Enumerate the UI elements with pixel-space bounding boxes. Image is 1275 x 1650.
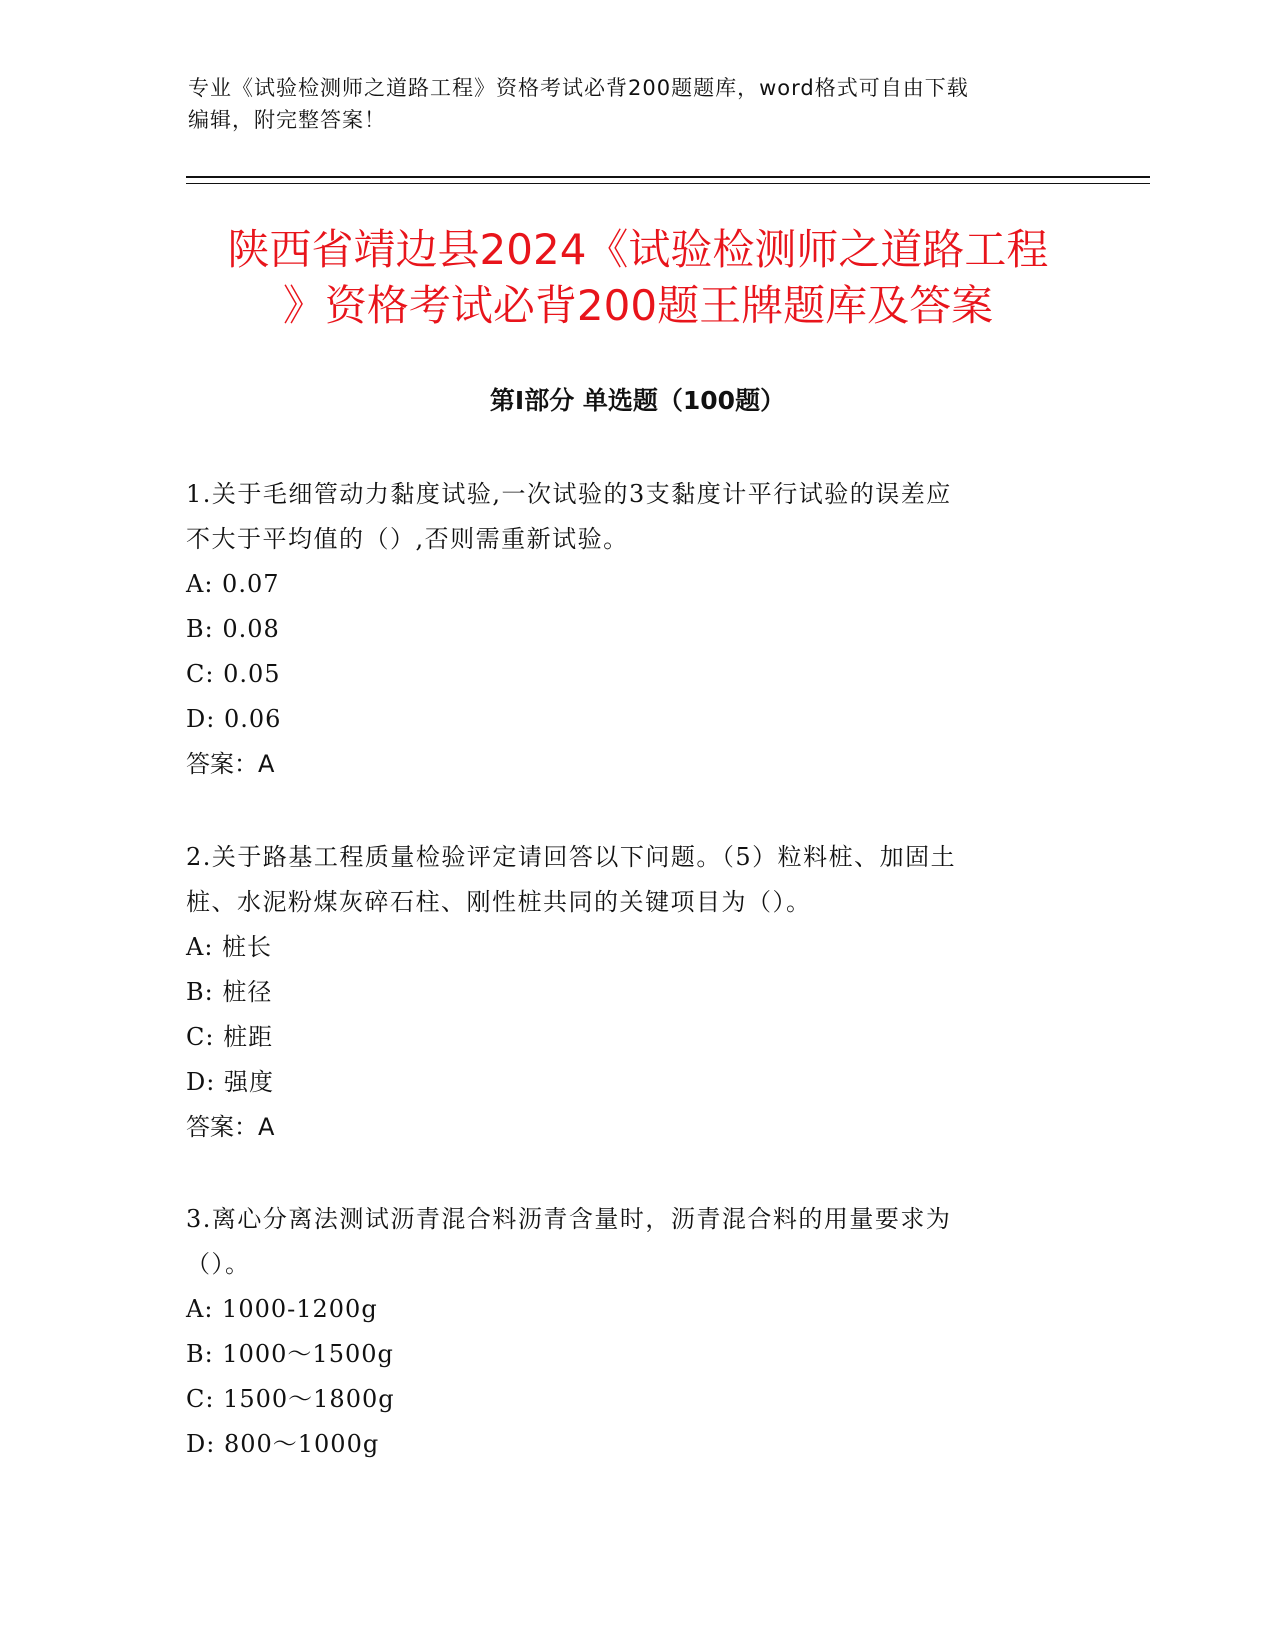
- question-text-line-2: 不大于平均值的（）,否则需重新试验。: [186, 525, 629, 553]
- option-a: A: 桩长: [186, 933, 273, 961]
- answer-label: 答案：A: [186, 1113, 275, 1141]
- option-d: D: 0.06: [186, 705, 282, 733]
- option-a: A: 0.07: [186, 570, 280, 598]
- header-note-line-1: 专业《试验检测师之道路工程》资格考试必背200题题库，word格式可自由下载: [188, 76, 969, 100]
- option-b: B: 1000～1500g: [186, 1340, 394, 1368]
- question-1: [186, 472, 1066, 787]
- option-c: C: 0.05: [186, 660, 281, 688]
- page-title-line-1: 陕西省靖边县2024《试验检测师之道路工程: [227, 225, 1049, 274]
- question-text-line-1: 2.关于路基工程质量检验评定请回答以下问题。（5）粒料桩、加固土: [186, 843, 957, 871]
- header-rule-thick: [186, 176, 1150, 178]
- question-text-line-1: 3.离心分离法测试沥青混合料沥青含量时，沥青混合料的用量要求为: [186, 1205, 952, 1233]
- page-title: [150, 222, 1126, 334]
- option-c: C: 1500～1800g: [186, 1385, 395, 1413]
- page-title-line-2: 》资格考试必背200题王牌题库及答案: [282, 281, 994, 330]
- option-d: D: 800～1000g: [186, 1430, 380, 1458]
- question-text-line-1: 1.关于毛细管动力黏度试验,一次试验的3支黏度计平行试验的误差应: [186, 480, 952, 508]
- question-text-line-2: 桩、水泥粉煤灰碎石柱、刚性桩共同的关键项目为（）。: [186, 888, 812, 916]
- option-d: D: 强度: [186, 1068, 274, 1096]
- header-rule-thin: [186, 183, 1150, 184]
- option-b: B: 桩径: [186, 978, 273, 1006]
- question-text-line-2: （）。: [186, 1250, 251, 1278]
- option-a: A: 1000-1200g: [186, 1295, 378, 1323]
- option-c: C: 桩距: [186, 1023, 274, 1051]
- document-header-note: [188, 72, 1088, 136]
- question-3: [186, 1197, 1066, 1467]
- answer-label: 答案：A: [186, 750, 275, 778]
- section-title: 第Ⅰ部分 单选题（100题）: [489, 386, 786, 415]
- question-2: [186, 835, 1066, 1150]
- option-b: B: 0.08: [186, 615, 280, 643]
- header-note-line-2: 编辑，附完整答案！: [188, 108, 386, 132]
